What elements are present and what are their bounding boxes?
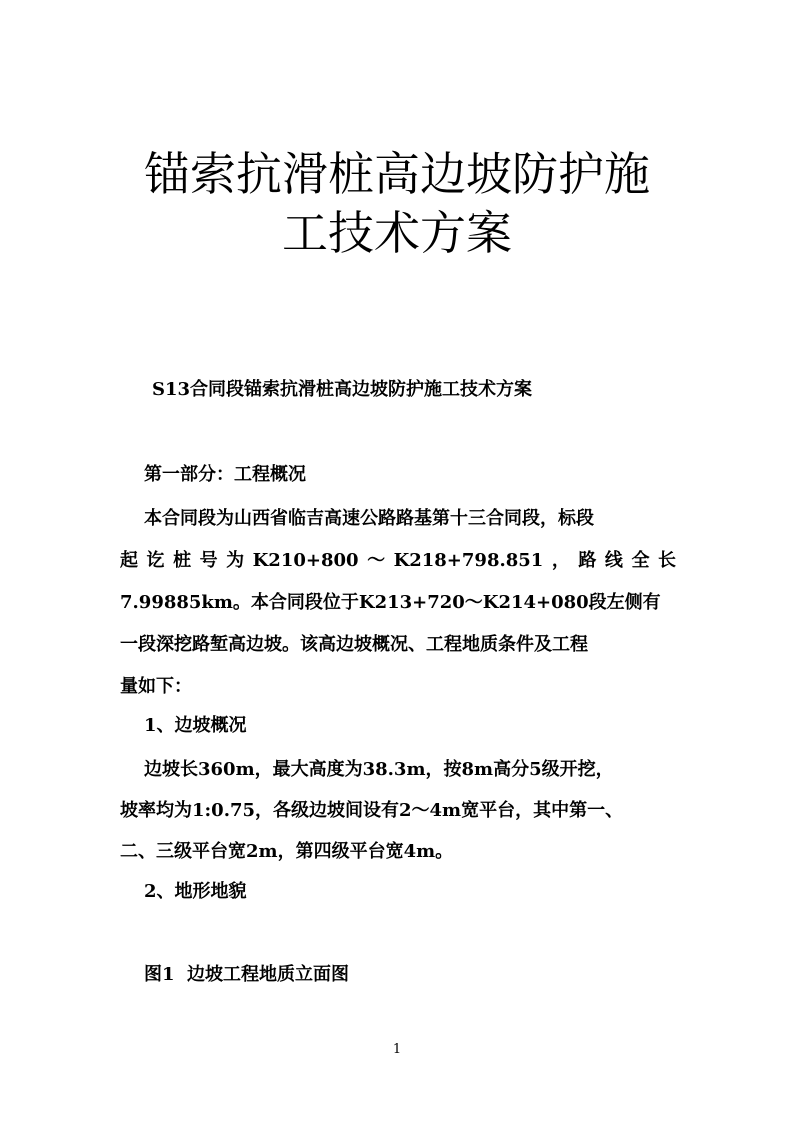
paragraph-1-line-3: 7.99885km。本合同段位于K213+720～K214+080段左侧有 [120,592,661,613]
paragraph-2-line-3: 二、三级平台宽2m，第四级平台宽4m。 [120,841,454,862]
page-number: 1 [392,1042,402,1057]
document-title-line-1: 锚索抗滑桩高边坡防护施 [144,147,650,201]
paragraph-1-line-2-token: 路 [578,550,597,571]
subsection-heading-slope-overview: 1、边坡概况 [144,715,247,736]
paragraph-1-line-4: 一段深挖路堑高边坡。该高边坡概况、工程地质条件及工程 [120,634,588,655]
paragraph-2-line-2: 坡率均为1:0.75，各级边坡间设有2～4m宽平台，其中第一、 [120,800,624,821]
figure-caption: 图1 边坡工程地质立面图 [144,964,350,985]
paragraph-1-line-2-token: K218+798.851 [393,550,544,571]
paragraph-1-line-2-token: 讫 [146,550,165,571]
paragraph-2-line-1: 边坡长360m，最大高度为38.3m，按8m高分5级开挖， [144,759,614,780]
subsection-heading-terrain: 2、地形地貌 [144,881,247,902]
paragraph-1-line-2-token: 为 [226,550,245,571]
paragraph-1-line-2-token: 号 [199,550,218,571]
paragraph-1-line-2-token: 桩 [173,550,192,571]
document-title-line-2: 工技术方案 [282,206,512,260]
document-subtitle: S13合同段锚索抗滑桩高边坡防护施工技术方案 [152,379,533,400]
paragraph-1-line-2-token: 长 [657,550,676,571]
paragraph-1-line-2-token: ～ [367,550,386,571]
section-heading-overview: 第一部分：工程概况 [144,464,306,485]
paragraph-1-line-2-token: 全 [631,550,650,571]
paragraph-1-line-2-token: 起 [120,550,138,571]
paragraph-1-line-2-token: ， [551,550,570,571]
paragraph-1-line-2-token: K210+800 [252,550,359,571]
paragraph-1-line-2-token: 线 [604,550,623,571]
paragraph-1-line-5: 量如下： [120,676,192,697]
paragraph-1-line-2 [120,547,676,575]
paragraph-1-line-1: 本合同段为山西省临吉高速公路路基第十三合同段，标段 [144,508,594,529]
